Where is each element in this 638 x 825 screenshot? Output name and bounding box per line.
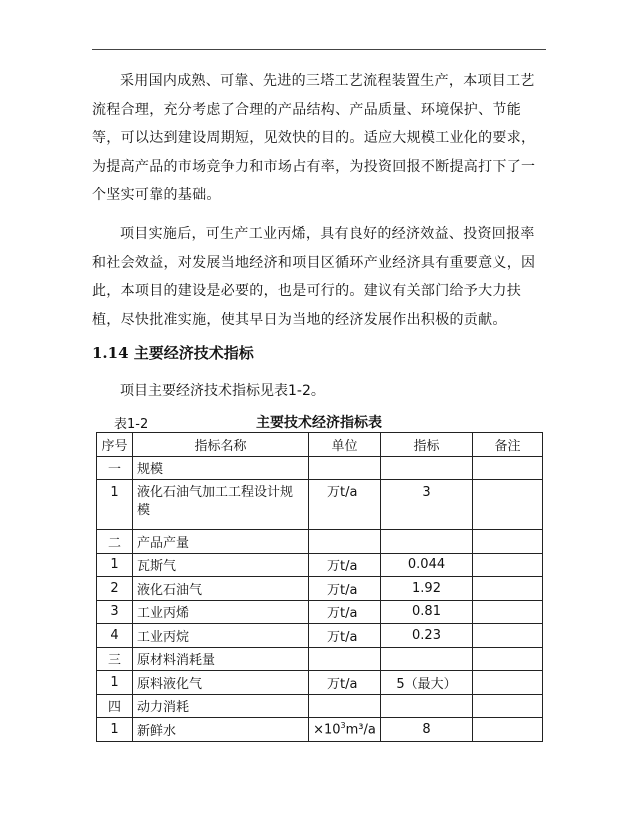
unit-suffix: m³/a: [345, 722, 376, 738]
row-value: 5（最大）: [381, 671, 473, 695]
row-no: 4: [97, 624, 133, 648]
table-row: [97, 624, 543, 648]
row-unit: 万t/a: [309, 600, 381, 624]
row-no: 3: [97, 600, 133, 624]
row-name: 瓦斯气: [133, 553, 309, 577]
row-note: [473, 530, 543, 554]
paragraph-benefits: 项目实施后，可生产工业丙烯，具有良好的经济效益、投资回报率和社会效益，对发展当地经济和项目区循环产业经济具有重要意义，因此，本项目的建设是必要的，也是可行的。建议有关部门给予大力扶植，尽快批准实施，使其早日为当地的经济发展作出积极的贡献。: [92, 226, 536, 328]
row-unit: 万t/a: [309, 624, 381, 648]
table-row: [97, 577, 543, 601]
row-value: [381, 694, 473, 718]
row-note: [473, 671, 543, 695]
row-no: 1: [97, 671, 133, 695]
row-name: 新鲜水: [133, 718, 309, 742]
header-value: 指标: [381, 433, 473, 457]
row-no: 2: [97, 577, 133, 601]
row-name: 规模: [133, 456, 309, 480]
row-no: 1: [97, 553, 133, 577]
row-value: 1.92: [381, 577, 473, 601]
row-name: 原材料消耗量: [133, 647, 309, 671]
table-row: [97, 553, 543, 577]
header-rule: [92, 49, 546, 50]
row-value: 3: [381, 480, 473, 530]
row-value: 8: [381, 718, 473, 742]
row-unit: 万t/a: [309, 480, 381, 530]
row-value: [381, 647, 473, 671]
header-no: 序号: [97, 433, 133, 457]
row-name: 液化石油气: [133, 577, 309, 601]
row-note: [473, 718, 543, 742]
row-name: 工业丙烯: [133, 600, 309, 624]
table-row: [97, 480, 543, 530]
row-value: 0.81: [381, 600, 473, 624]
row-value: [381, 456, 473, 480]
row-name: 工业丙烷: [133, 624, 309, 648]
table-row: [97, 647, 543, 671]
section-intro: 项目主要经济技术指标见表1-2。: [120, 383, 325, 399]
row-no: 1: [97, 480, 133, 530]
paragraph-process: 采用国内成熟、可靠、先进的三塔工艺流程装置生产，本项目工艺流程合理，充分考虑了合理的产品结构、产品质量、环境保护、节能等，可以达到建设周期短，见效快的目的。适应大规模工业化的要求，为提高产品的市场竞争力和市场占有率，为投资回报不断提高打下了一个坚实可靠的基础。: [92, 73, 536, 203]
table-row: [97, 694, 543, 718]
table-number: 表1-2: [114, 417, 149, 432]
row-no: 一: [97, 456, 133, 480]
row-unit: [309, 530, 381, 554]
row-unit: [309, 456, 381, 480]
row-note: [473, 600, 543, 624]
row-name: 原料液化气: [133, 671, 309, 695]
table-header-row: [97, 433, 543, 457]
row-no: 二: [97, 530, 133, 554]
row-value: 0.044: [381, 553, 473, 577]
table-row: [97, 456, 543, 480]
row-unit: [309, 718, 381, 742]
table-row: [97, 530, 543, 554]
row-no: 四: [97, 694, 133, 718]
row-value: 0.23: [381, 624, 473, 648]
row-note: [473, 624, 543, 648]
row-name: 产品产量: [133, 530, 309, 554]
row-note: [473, 694, 543, 718]
unit-prefix: ×10: [313, 722, 341, 738]
table-row: [97, 671, 543, 695]
header-note: 备注: [473, 433, 543, 457]
row-unit: 万t/a: [309, 553, 381, 577]
header-name: 指标名称: [133, 433, 309, 457]
row-note: [473, 577, 543, 601]
row-unit: [309, 647, 381, 671]
row-note: [473, 647, 543, 671]
table-row: [97, 600, 543, 624]
row-unit: 万t/a: [309, 671, 381, 695]
header-unit: 单位: [309, 433, 381, 457]
row-unit: [309, 694, 381, 718]
row-name: 液化石油气加工工程设计规模: [133, 480, 309, 530]
row-no: 三: [97, 647, 133, 671]
row-value: [381, 530, 473, 554]
table-row: [97, 718, 543, 742]
row-note: [473, 553, 543, 577]
table-title: 主要技术经济指标表: [256, 415, 382, 431]
row-note: [473, 456, 543, 480]
row-name: 动力消耗: [133, 694, 309, 718]
indicator-table: [96, 432, 543, 742]
section-heading: 1.14 主要经济技术指标: [92, 344, 254, 362]
unit-exponent: 3: [340, 721, 346, 731]
row-note: [473, 480, 543, 530]
row-no: 1: [97, 718, 133, 742]
row-unit: 万t/a: [309, 577, 381, 601]
